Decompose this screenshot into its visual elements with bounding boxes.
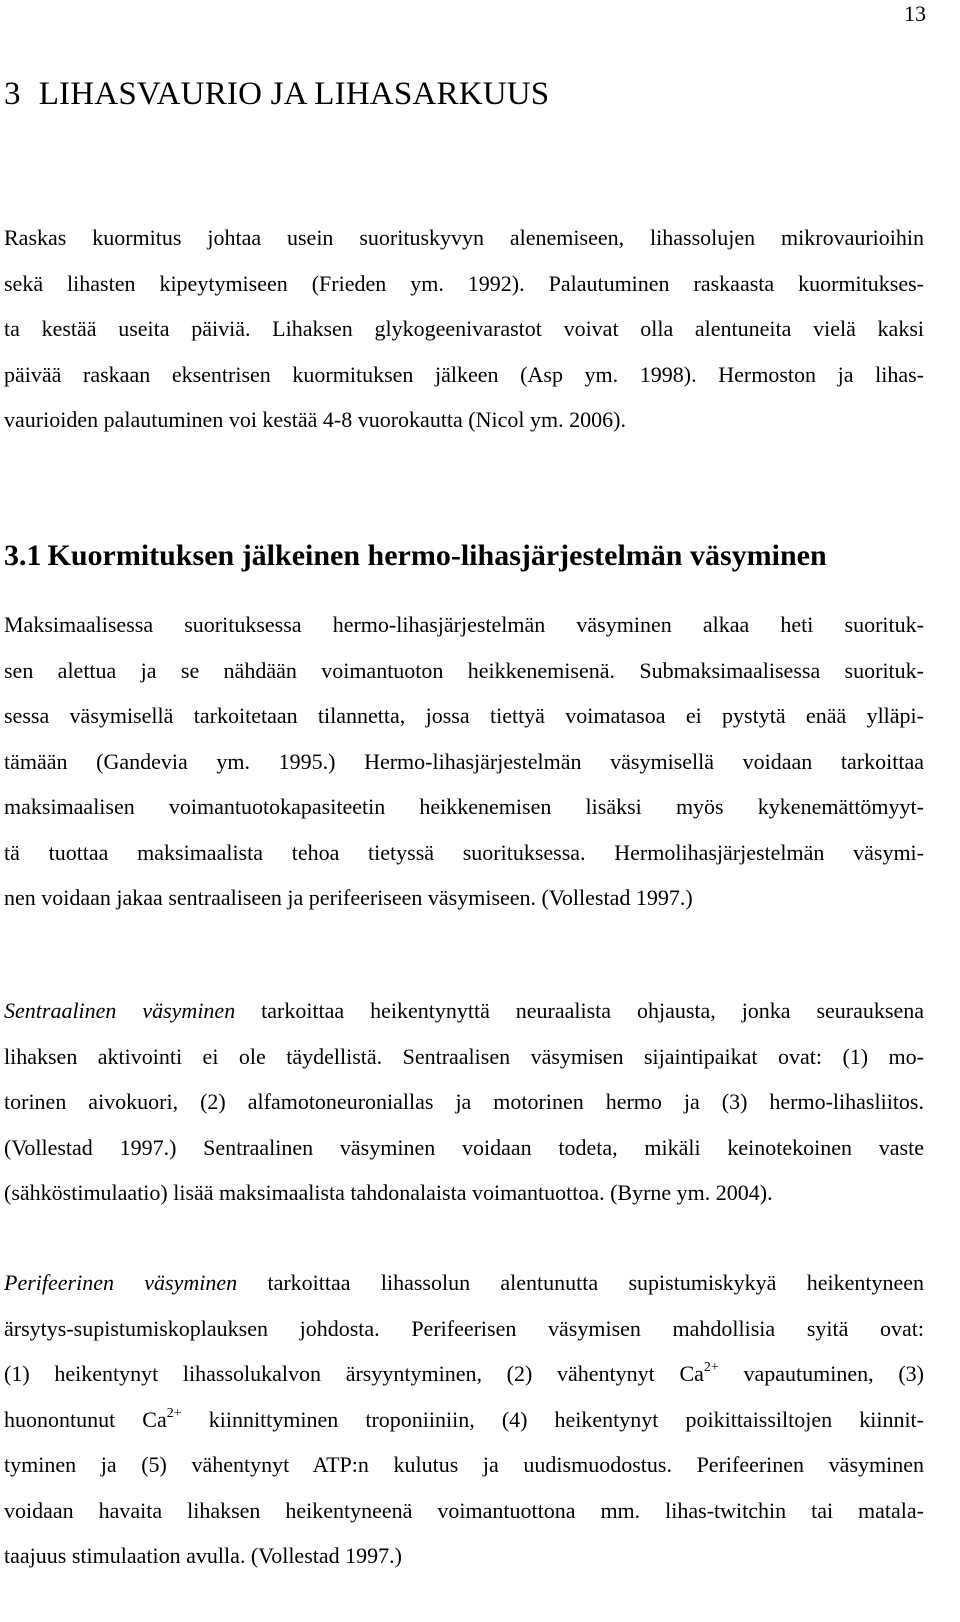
paragraph-line: tämään (Gandevia ym. 1995.) Hermo-lihasjärjestelmän väsymisellä voidaan tarkoittaa [4, 748, 924, 774]
paragraph-line: maksimaalisen voimantuotokapasiteetin heikkenemisen lisäksi myös kykenemättömyyt- [4, 794, 924, 819]
peripheral-fatigue-term: Perifeerinen väsyminen [4, 1270, 238, 1295]
paragraph-line: sessa väsymisellä tarkoitetaan tilannetta, jossa tiettyä voimatasoa ei pystytä enää ylläpi- [4, 703, 924, 728]
central-fatigue-term: Sentraalinen väsyminen [4, 998, 236, 1023]
paragraph-line: tä tuottaa maksimaalista tehoa tietyssä suorituksessa. Hermolihasjärjestelmän väsymi- [4, 839, 924, 865]
paragraph-text: kiinnittyminen troponiiniin, (4) heikentynyt poikittaissiltojen kiinnit- [181, 1406, 924, 1432]
section-title: Kuormituksen jälkeinen hermo-lihasjärjestelmän väsyminen [47, 539, 827, 572]
section-number: 3.1 [4, 539, 42, 572]
paragraph-text: (1) heikentynyt lihassolukalvon ärsyyntyminen, (2) vähentynyt Ca [4, 1361, 704, 1386]
chapter-title: LIHASVAURIO JA LIHASARKUUS [38, 76, 550, 112]
paragraph-line: voidaan havaita lihaksen heikentyneenä voimantuottona mm. lihas-twitchin tai matala- [4, 1497, 924, 1523]
paragraph-line [4, 1351, 924, 1397]
section-heading [4, 534, 827, 578]
paragraph-line: Maksimaalisessa suorituksessa hermo-lihasjärjestelmän väsyminen alkaa heti suorituk- [4, 612, 924, 637]
paragraph-text: tarkoittaa lihassolun alentunutta supistumiskykyä heikentyneen [237, 1270, 924, 1295]
paragraph-line: (Vollestad 1997.) Sentraalinen väsyminen voidaan todeta, mikäli keinotekoinen vaste [4, 1134, 924, 1160]
paragraph-line: päivää raskaan eksentrisen kuormituksen jälkeen (Asp ym. 1998). Hermoston ja lihas- [4, 361, 924, 387]
paragraph-line: sekä lihasten kipeytymiseen (Frieden ym. 1992). Palautuminen raskaasta kuormitukses- [4, 270, 924, 296]
central-fatigue-paragraph [4, 988, 924, 1216]
paragraph-line [4, 988, 924, 1034]
superscript: 2+ [166, 1405, 182, 1421]
paragraph-line [4, 1397, 924, 1443]
paragraph-line: sen alettua ja se nähdään voimantuoton heikkenemisenä. Submaksimaalisessa suorituk- [4, 657, 924, 683]
paragraph-text: tarkoittaa heikentynyttä neuraalista ohjausta, jonka seurauksena [235, 998, 924, 1023]
paragraph-line: nen voidaan jakaa sentraaliseen ja perifeeriseen väsymiseen. (Vollestad 1997.) [4, 885, 693, 910]
chapter-heading [4, 72, 549, 116]
chapter-number: 3 [4, 76, 21, 112]
paragraph-line: tyminen ja (5) vähentynyt ATP:n kulutus ja uudismuodostus. Perifeerinen väsyminen [4, 1452, 924, 1477]
paragraph-line: taajuus stimulaation avulla. (Vollestad 1997.) [4, 1543, 402, 1568]
paragraph-line: vaurioiden palautuminen voi kestää 4-8 vuorokautta (Nicol ym. 2006). [4, 407, 626, 432]
paragraph-line: torinen aivokuori, (2) alfamotoneuroniallas ja motorinen hermo ja (3) hermo-lihasliitos. [4, 1089, 924, 1114]
fatigue-paragraph [4, 602, 924, 921]
paragraph-line: Raskas kuormitus johtaa usein suorituskyvyn alenemiseen, lihassolujen mikrovaurioihin [4, 225, 924, 250]
paragraph-line: lihaksen aktivointi ei ole täydellistä. Sentraalisen väsymisen sijaintipaikat ovat: (1) mo- [4, 1043, 924, 1069]
paragraph-line: (sähköstimulaatio) lisää maksimaalista tahdonalaista voimantuottoa. (Byrne ym. 2004). [4, 1180, 773, 1205]
intro-paragraph [4, 215, 924, 443]
paragraph-line [4, 1260, 924, 1306]
superscript: 2+ [703, 1360, 719, 1375]
peripheral-fatigue-paragraph [4, 1260, 924, 1579]
paragraph-text: vapautuminen, (3) [718, 1361, 924, 1386]
paragraph-line: ärsytys-supistumiskoplauksen johdosta. Perifeerisen väsymisen mahdollisia syitä ovat: [4, 1315, 924, 1341]
paragraph-text: huonontunut Ca [4, 1406, 167, 1432]
paragraph-line: ta kestää useita päiviä. Lihaksen glykogeenivarastot voivat olla alentuneita vielä kaksi [4, 316, 924, 341]
page-number: 13 [904, 1, 926, 26]
